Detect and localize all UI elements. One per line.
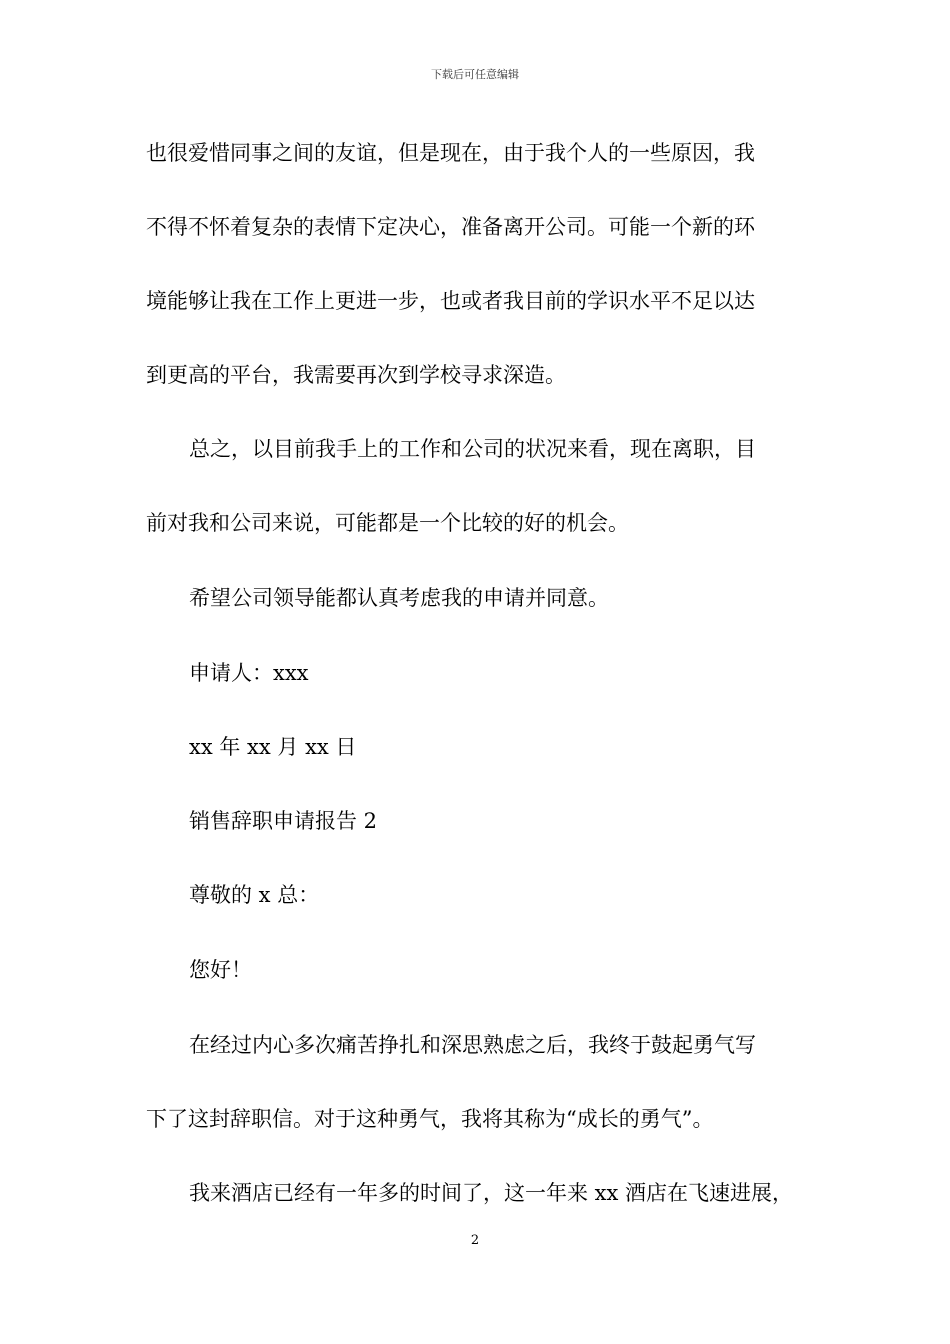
page-number: 2 bbox=[470, 1233, 480, 1248]
greeting-line: 您好！ bbox=[189, 958, 252, 982]
paragraph-line: 前对我和公司来说，可能都是一个比较的好的机会。 bbox=[146, 511, 629, 535]
applicant-line: 申请人：xxx bbox=[189, 661, 309, 685]
paragraph-line: 也很爱惜同事之间的友谊，但是现在，由于我个人的一些原因，我 bbox=[146, 141, 755, 165]
paragraph-line: 希望公司领导能都认真考虑我的申请并同意。 bbox=[189, 586, 609, 610]
section-title: 销售辞职申请报告 2 bbox=[189, 809, 378, 833]
date-line: xx 年 xx 月 xx 日 bbox=[189, 735, 357, 759]
paragraph-line: 总之，以目前我手上的工作和公司的状况来看，现在离职，目 bbox=[189, 437, 756, 461]
paragraph-line: 下了这封辞职信。对于这种勇气，我将其称为“成长的勇气”。 bbox=[146, 1107, 714, 1131]
paragraph-line: 在经过内心多次痛苦挣扎和深思熟虑之后，我终于鼓起勇气写 bbox=[189, 1033, 756, 1057]
salutation-line: 尊敬的 x 总： bbox=[189, 883, 320, 907]
paragraph-line: 我来酒店已经有一年多的时间了，这一年来 xx 酒店在飞速进展， bbox=[189, 1181, 794, 1205]
page-header: 下载后可任意编辑 bbox=[431, 68, 519, 81]
paragraph-line: 境能够让我在工作上更进一步，也或者我目前的学识水平不足以达 bbox=[146, 289, 755, 313]
paragraph-line: 到更高的平台，我需要再次到学校寻求深造。 bbox=[146, 363, 566, 387]
paragraph-line: 不得不怀着复杂的表情下定决心，准备离开公司。可能一个新的环 bbox=[146, 215, 755, 239]
